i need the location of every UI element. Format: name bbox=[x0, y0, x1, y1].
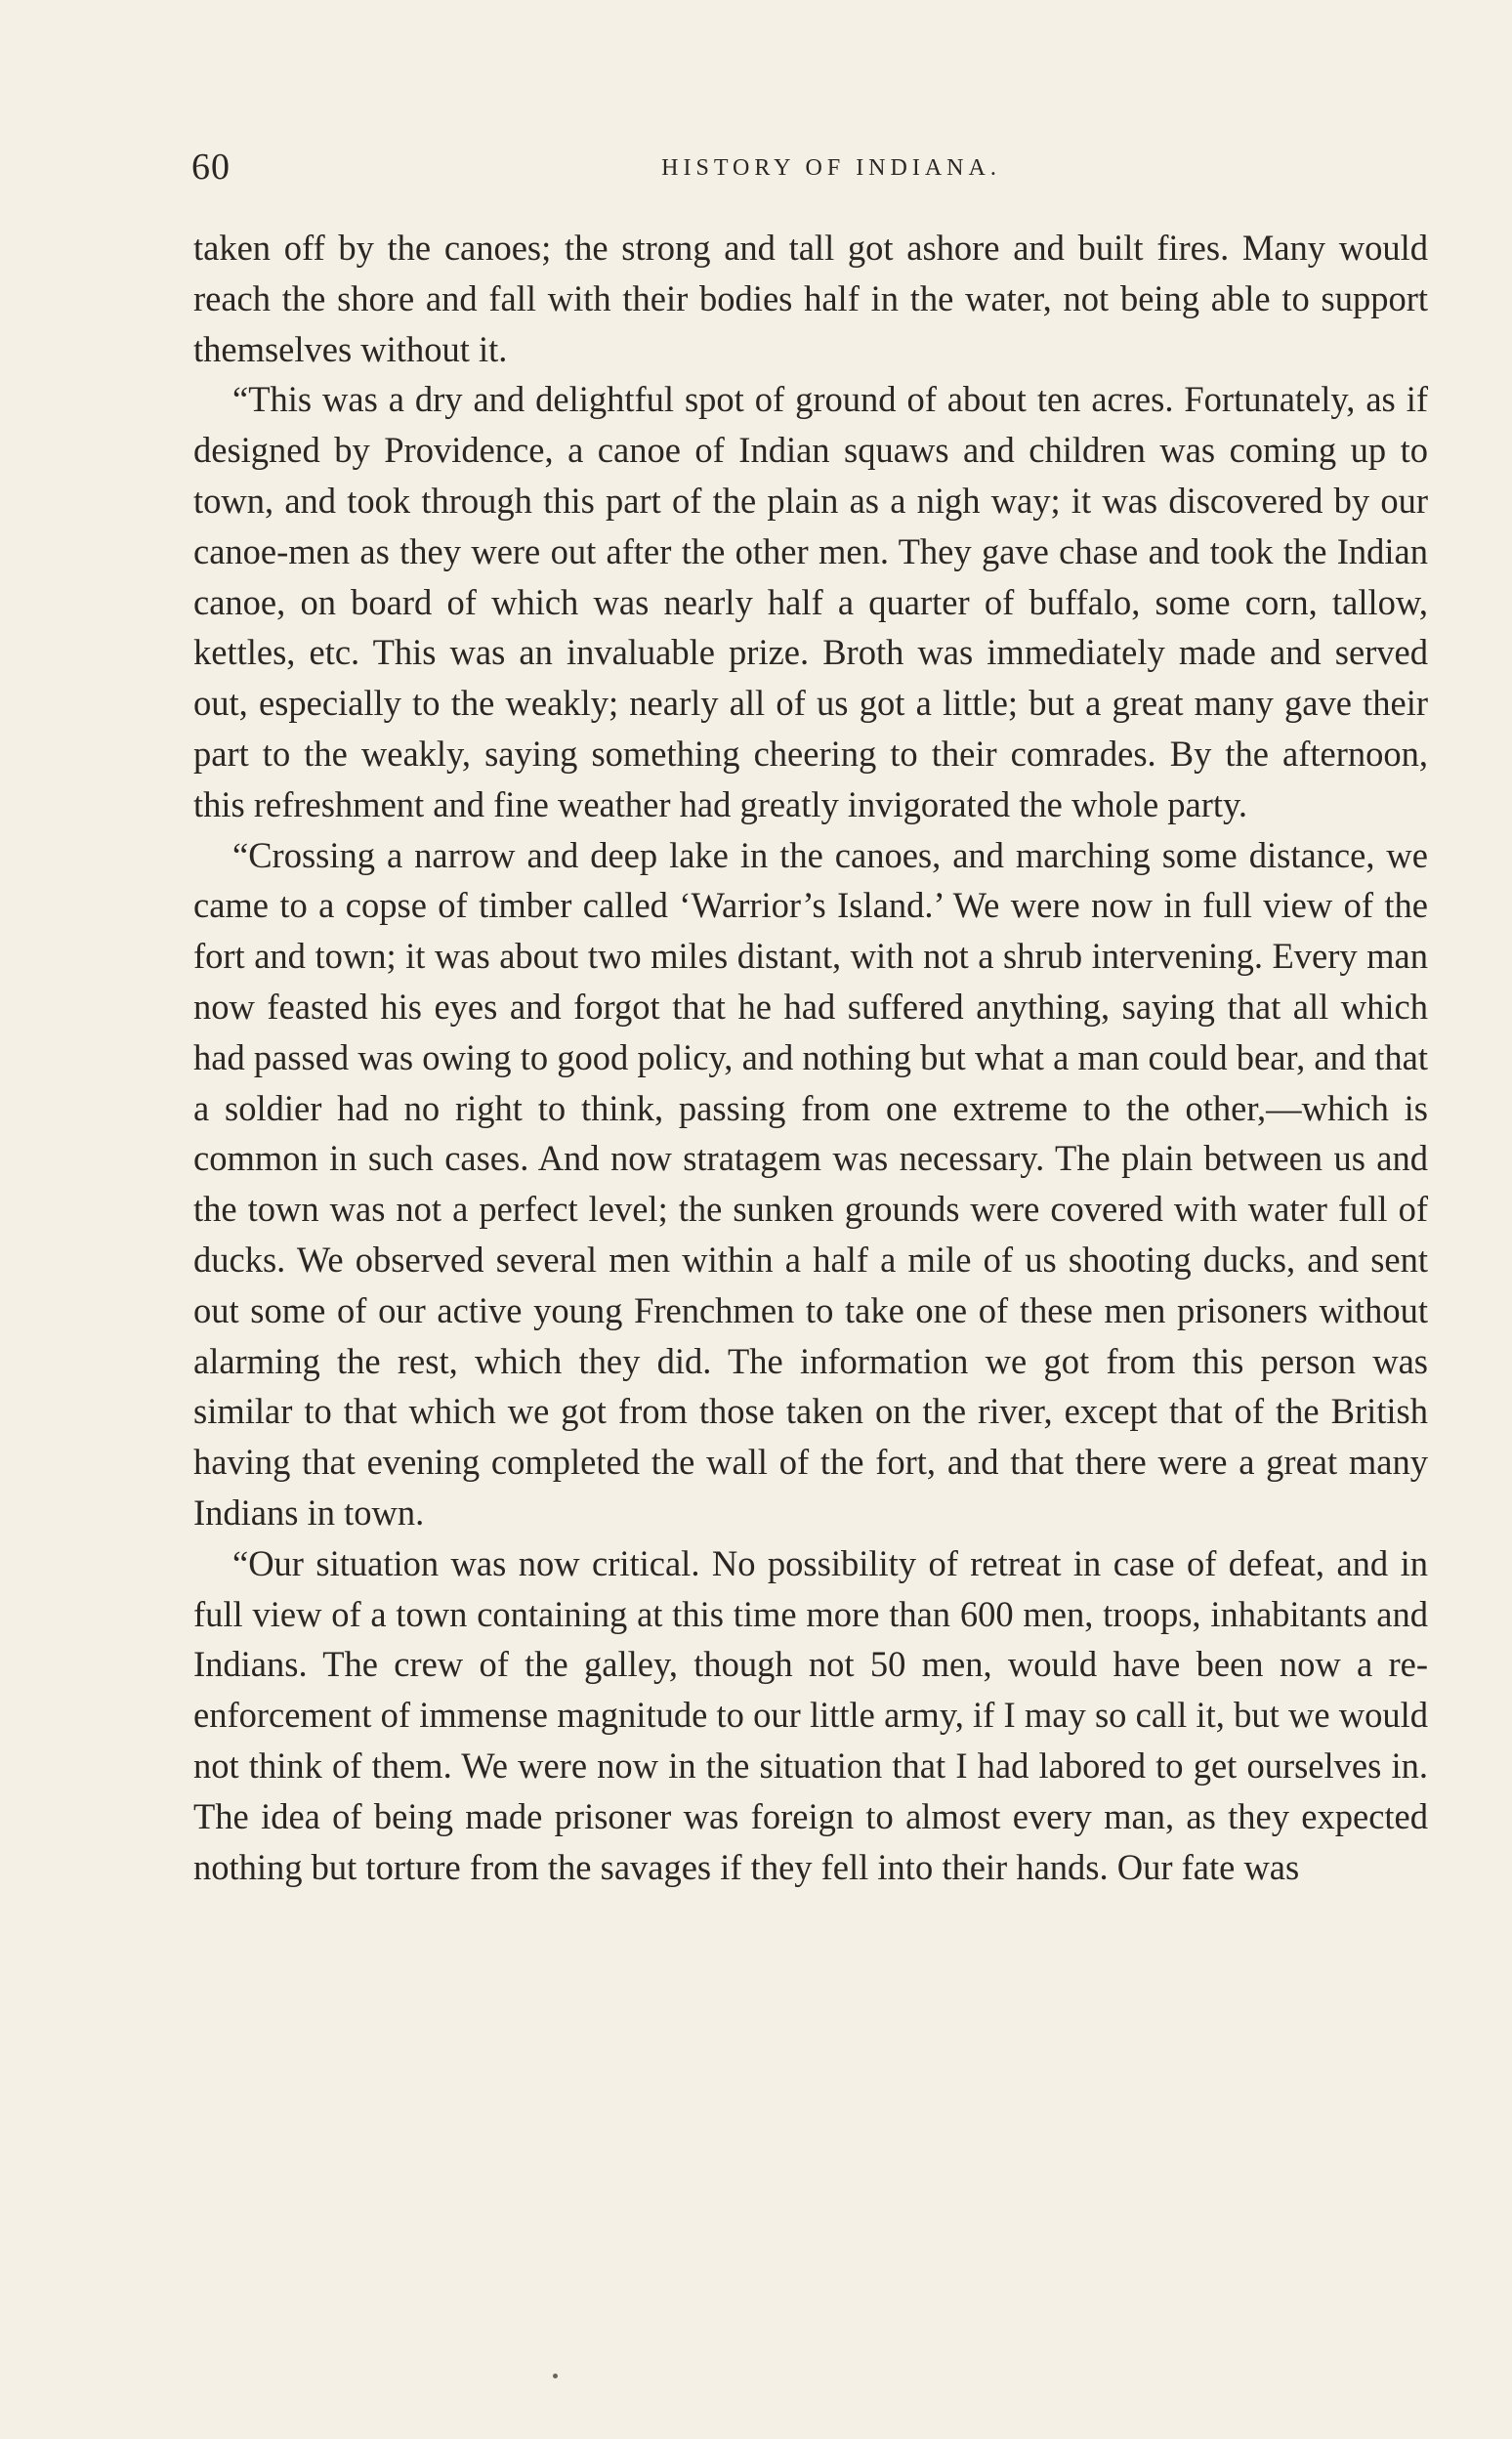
body-text bbox=[193, 223, 1428, 1892]
paragraph-3: “Crossing a narrow and deep lake in the canoes, and marching some distance, we came to a copse of timber called ‘Warrior’s Island.’ We were now in full view of the fort and town; it was about two miles distant, with not a shrub intervening. Every man now feasted his eyes and forgot that he had suffered anything, saying that all which had passed was owing to good policy, and nothing but what a man could bear, and that a soldier had no right to think, passing from one extreme to the other,—which is common in such cases. And now stratagem was necessary. The plain between us and the town was not a perfect level; the sunken grounds were covered with water full of ducks. We observed several men within a half a mile of us shooting ducks, and sent out some of our active young Frenchmen to take one of these men prisoners without alarming the rest, which they did. The information we got from this person was similar to that which we got from those taken on the river, except that of the British having that evening completed the wall of the fort, and that there were a great many Indians in town. bbox=[193, 834, 1428, 1533]
ink-speck bbox=[553, 2374, 558, 2378]
paragraph-4: “Our situation was now critical. No possibility of retreat in case of defeat, and in full view of a town containing at this time more than 600 men, troops, inhabitants and Indians. The crew of the galley, though not 50 men, would have been now a re-enforcement of immense magnitude to our little army, if I may so call it, but we would not think of them. We were now in the situation that I had labored to get ourselves in. The idea of being made prisoner was foreign to almost every man, as they expected nothing but torture from the savages if they fell into their hands. Our fate was bbox=[193, 1542, 1428, 1887]
paragraph-1: taken off by the canoes; the strong and tall got ashore and built fires. Many would reach the shore and fall with their bodies half in the water, not being able to support themselves without it. bbox=[193, 228, 1428, 369]
page-header bbox=[191, 143, 1432, 191]
page-number: 60 bbox=[191, 147, 231, 188]
running-title: HISTORY OF INDIANA. bbox=[661, 155, 1001, 181]
paragraph-2: “This was a dry and delightful spot of ground of about ten acres. Fortunately, as if designed by Providence, a canoe of Indian squaws and children was coming up to town, and took through this part of the plain as a nigh way; it was discovered by our canoe-men as they were out after the other men. They gave chase and took the Indian canoe, on board of which was nearly half a quarter of buffalo, some corn, tallow, kettles, etc. This was an invaluable prize. Broth was immediately made and served out, especially to the weakly; nearly all of us got a little; but a great many gave their part to the weakly, saying something cheering to their comrades. By the afternoon, this refreshment and fine weather had greatly invigorated the whole party. bbox=[193, 379, 1428, 824]
